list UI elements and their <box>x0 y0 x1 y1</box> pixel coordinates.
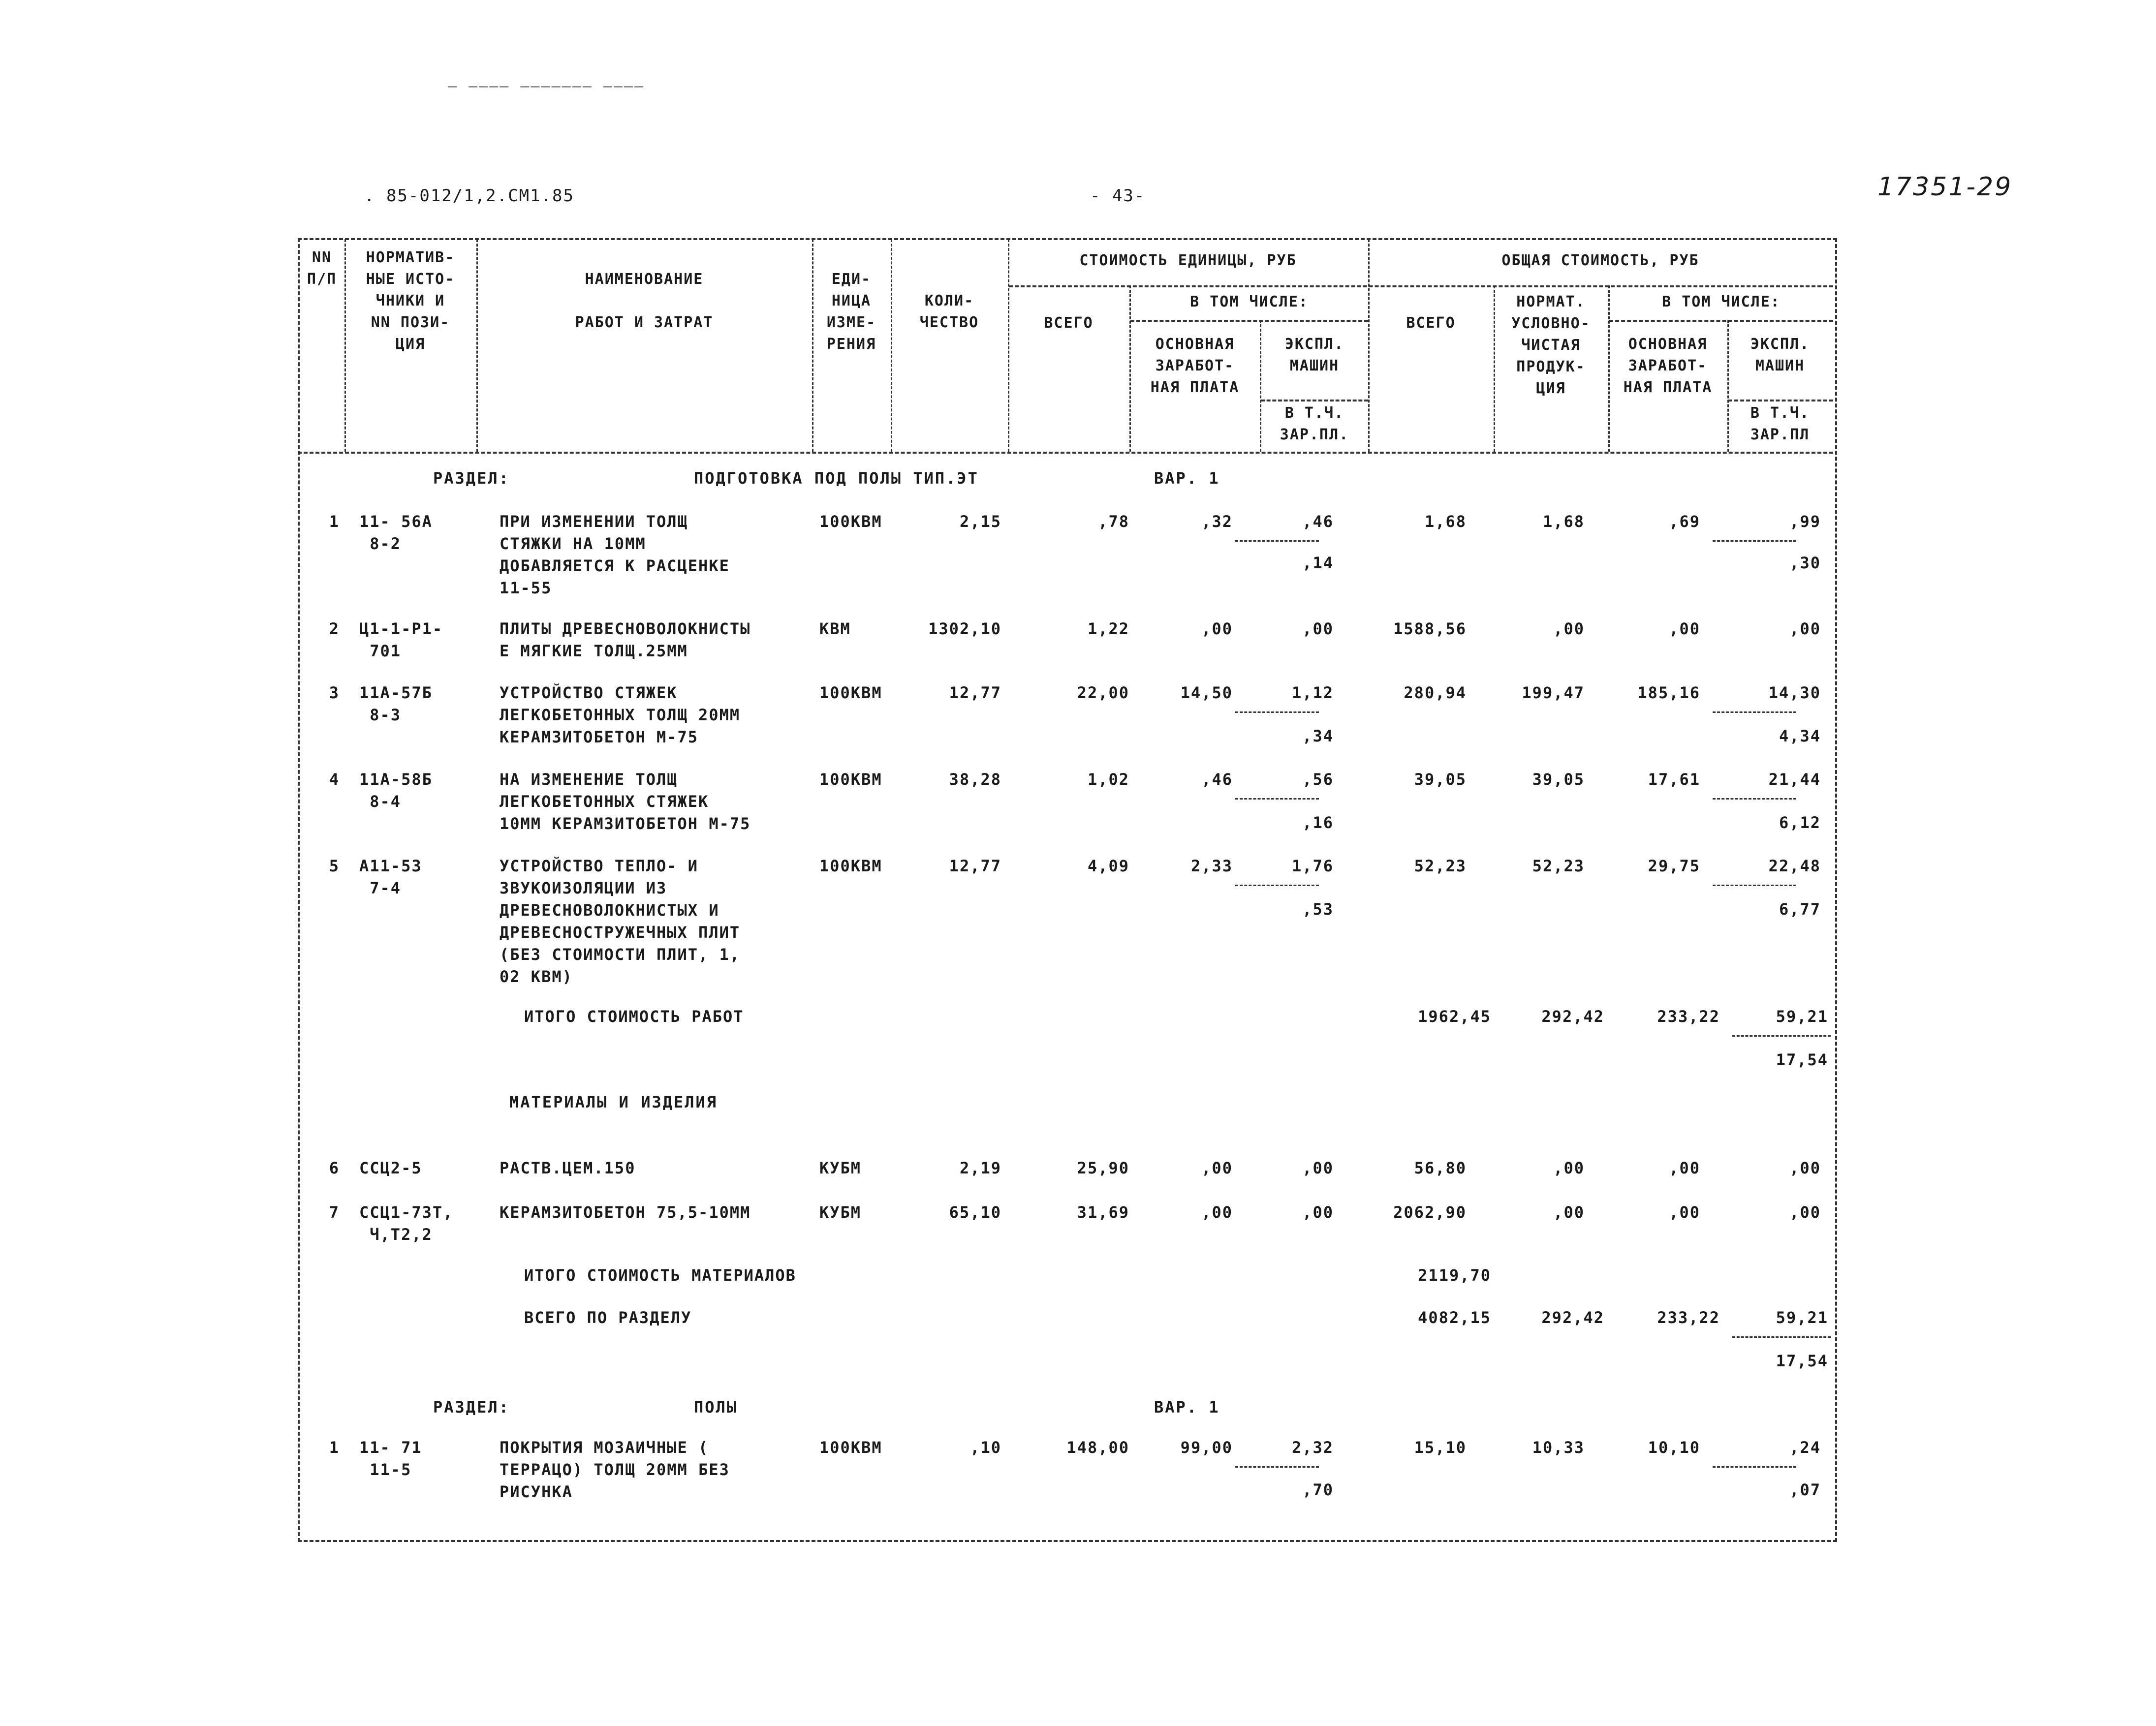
section-label: РАЗДЕЛ: <box>433 469 510 488</box>
row-nn: 5 <box>329 857 340 875</box>
row-total-machines: ,99 <box>1789 512 1821 531</box>
row-unit-total: 1,22 <box>1087 619 1129 638</box>
row-unit-wage: ,46 <box>1201 770 1233 789</box>
row-normative: 39,05 <box>1532 770 1585 789</box>
row-nn: 4 <box>329 770 340 789</box>
row-total-wage: ,00 <box>1669 619 1700 638</box>
header-unit-wage: ОСНОВНАЯ ЗАРАБОТ- НАЯ ПЛАТА <box>1150 336 1240 396</box>
subtotal-dash <box>1713 1466 1796 1468</box>
row-unit-machines: 1,12 <box>1291 683 1334 702</box>
row-normative: 52,23 <box>1532 857 1585 875</box>
row-unit-machines: ,00 <box>1302 619 1334 638</box>
header-normative: НОРМАТИВ- НЫЕ ИСТО- ЧНИКИ И NN ПОЗИ- ЦИЯ <box>366 249 455 353</box>
row-total: 1588,56 <box>1393 619 1467 638</box>
row-code: Ц1-1-Р1- 701 <box>359 619 443 660</box>
row-total: 280,94 <box>1404 683 1467 702</box>
row-total: 1,68 <box>1424 512 1467 531</box>
top-code: — ———— ——————— ———— <box>448 78 645 95</box>
row-total-machines: 22,48 <box>1768 857 1821 875</box>
work-total-normative: 292,42 <box>1541 1007 1604 1026</box>
row-total-wage: ,00 <box>1669 1159 1700 1177</box>
header-total-machines: ЭКСПЛ. МАШИН <box>1750 336 1810 374</box>
row-unit-total: 1,02 <box>1087 770 1129 789</box>
row-total-wage: ,00 <box>1669 1203 1700 1222</box>
row-unit: 100КВМ <box>819 512 882 531</box>
row-unit-machines: ,00 <box>1302 1159 1334 1177</box>
subtotal-dash <box>1713 885 1796 886</box>
row-total: 56,80 <box>1414 1159 1467 1177</box>
row-unit-wage: 99,00 <box>1180 1438 1233 1457</box>
header-quantity: КОЛИ- ЧЕСТВО <box>919 292 979 331</box>
row-total-machines-wage: 6,12 <box>1779 813 1821 832</box>
row-unit-total: 31,69 <box>1077 1203 1129 1222</box>
section-title: ПОЛЫ <box>694 1398 738 1417</box>
section-label: РАЗДЕЛ: <box>433 1398 510 1417</box>
row-total-machines: ,00 <box>1789 1203 1821 1222</box>
header-total-cost: ОБЩАЯ СТОИМОСТЬ, РУБ <box>1501 252 1699 269</box>
row-name: УСТРОЙСТВО СТЯЖЕК ЛЕГКОБЕТОННЫХ ТОЛЩ 20ММ КЕРАМЗИТОБЕТОН М-75 <box>500 683 741 746</box>
row-unit-machines: 1,76 <box>1291 857 1334 875</box>
header-unit-cost: СТОИМОСТЬ ЕДИНИЦЫ, РУБ <box>1079 252 1297 269</box>
row-code: ССЦ1-73Т, Ч,Т2,2 <box>359 1203 454 1244</box>
row-code: 11- 56А 8-2 <box>359 512 433 553</box>
subtotal-dash <box>1732 1336 1831 1338</box>
subtotal-dash <box>1235 711 1319 713</box>
row-normative: ,00 <box>1553 1203 1585 1222</box>
row-total-machines: 21,44 <box>1768 770 1821 789</box>
row-total: 52,23 <box>1414 857 1467 875</box>
section-total-machines: 59,21 <box>1776 1308 1828 1327</box>
header-unit-total: ВСЕГО <box>1044 314 1094 332</box>
header-bottom-rule <box>298 452 1833 454</box>
row-total: 39,05 <box>1414 770 1467 789</box>
row-name: РАСТВ.ЦЕМ.150 <box>500 1159 636 1177</box>
row-code: 11А-57Б 8-3 <box>359 683 433 724</box>
materials-total-sum: 2119,70 <box>1418 1266 1491 1285</box>
section-total-normative: 292,42 <box>1541 1308 1604 1327</box>
row-unit: 100КВМ <box>819 857 882 875</box>
row-name: УСТРОЙСТВО ТЕПЛО- И ЗВУКОИЗОЛЯЦИИ ИЗ ДРЕВЕСНОВОЛОКНИСТЫХ И ДРЕВЕСНОСТРУЖЕЧНЫХ ПЛИТ (БЕЗ СТОИМОСТИ ПЛИТ, 1, 02 КВМ) <box>500 857 741 986</box>
section-variant: ВАР. 1 <box>1154 1398 1220 1417</box>
col-rule <box>891 239 892 452</box>
row-unit-total: 22,00 <box>1077 683 1129 702</box>
section-variant: ВАР. 1 <box>1154 469 1220 488</box>
document-code: . 85-012/1,2.СМ1.85 <box>364 186 574 206</box>
group-rule <box>1261 400 1368 401</box>
row-unit-machines-wage: ,34 <box>1302 727 1334 745</box>
row-name: НА ИЗМЕНЕНИЕ ТОЛЩ ЛЕГКОБЕТОННЫХ СТЯЖЕК 10ММ КЕРАМЗИТОБЕТОН М-75 <box>500 770 751 833</box>
subtotal-dash <box>1235 540 1319 542</box>
row-total-machines: ,00 <box>1789 1159 1821 1177</box>
work-total-machines: 59,21 <box>1776 1007 1828 1026</box>
header-name: НАИМЕНОВАНИЕ РАБОТ И ЗАТРАТ <box>575 271 714 331</box>
group-rule <box>1728 400 1833 401</box>
row-unit-wage: ,00 <box>1201 619 1233 638</box>
row-normative: ,00 <box>1553 1159 1585 1177</box>
work-total-wage: 233,22 <box>1657 1007 1720 1026</box>
row-nn: 7 <box>329 1203 340 1222</box>
row-unit-wage: 2,33 <box>1190 857 1233 875</box>
header-total: ВСЕГО <box>1406 314 1456 332</box>
subtotal-dash <box>1732 1035 1831 1037</box>
group-rule <box>1009 285 1833 287</box>
work-total-sum: 1962,45 <box>1418 1007 1491 1026</box>
subtotal-dash <box>1713 540 1796 542</box>
row-nn: 2 <box>329 619 340 638</box>
section-total-sum: 4082,15 <box>1418 1308 1491 1327</box>
row-qty: 1302,10 <box>928 619 1001 638</box>
row-unit-wage: ,32 <box>1201 512 1233 531</box>
section-total-label: ВСЕГО ПО РАЗДЕЛУ <box>524 1308 692 1327</box>
row-nn: 6 <box>329 1159 340 1177</box>
materials-title: МАТЕРИАЛЫ И ИЗДЕЛИЯ <box>509 1093 718 1111</box>
header-total-machines-wage: В Т.Ч. ЗАР.ПЛ <box>1750 404 1810 443</box>
row-qty: 12,77 <box>949 857 1001 875</box>
section-title: ПОДГОТОВКА ПОД ПОЛЫ ТИП.ЭТ <box>694 469 979 488</box>
header-nn: NN П/П <box>307 249 337 288</box>
row-total-machines-wage: ,07 <box>1789 1480 1821 1499</box>
row-code: А11-53 7-4 <box>359 857 422 897</box>
materials-total-label: ИТОГО СТОИМОСТЬ МАТЕРИАЛОВ <box>524 1266 796 1285</box>
row-total-wage: ,69 <box>1669 512 1700 531</box>
row-name: КЕРАМЗИТОБЕТОН 75,5-10ММ <box>500 1203 751 1222</box>
row-unit: 100КВМ <box>819 770 882 789</box>
row-total: 2062,90 <box>1393 1203 1467 1222</box>
row-name: ПЛИТЫ ДРЕВЕСНОВОЛОКНИСТЫ Е МЯГКИЕ ТОЛЩ.25ММ <box>500 619 751 660</box>
row-normative: 10,33 <box>1532 1438 1585 1457</box>
work-total-label: ИТОГО СТОИМОСТЬ РАБОТ <box>524 1007 744 1026</box>
row-normative: 199,47 <box>1522 683 1585 702</box>
row-nn: 1 <box>329 1438 340 1457</box>
row-qty: 65,10 <box>949 1203 1001 1222</box>
row-total-wage: 17,61 <box>1648 770 1700 789</box>
subtotal-dash <box>1713 711 1796 713</box>
row-normative: 1,68 <box>1542 512 1585 531</box>
work-total-machines-wage: 17,54 <box>1776 1050 1828 1069</box>
row-total-machines-wage: 6,77 <box>1779 900 1821 919</box>
row-normative: ,00 <box>1553 619 1585 638</box>
row-unit-total: 25,90 <box>1077 1159 1129 1177</box>
header-total-wage: ОСНОВНАЯ ЗАРАБОТ- НАЯ ПЛАТА <box>1623 336 1713 396</box>
row-unit-machines: ,46 <box>1302 512 1334 531</box>
row-total-machines: ,00 <box>1789 619 1821 638</box>
row-code: 11- 71 11-5 <box>359 1438 422 1479</box>
row-unit-wage: 14,50 <box>1180 683 1233 702</box>
row-name: ПРИ ИЗМЕНЕНИИ ТОЛЩ СТЯЖКИ НА 10ММ ДОБАВЛЯЕТСЯ К РАСЦЕНКЕ 11-55 <box>500 512 730 597</box>
section-total-machines-wage: 17,54 <box>1776 1352 1828 1370</box>
header-unit-machines: ЭКСПЛ. МАШИН <box>1284 336 1344 374</box>
page-number: - 43- <box>1090 186 1146 206</box>
subtotal-dash <box>1235 798 1319 800</box>
row-unit: КУБМ <box>819 1203 862 1222</box>
subtotal-dash <box>1235 885 1319 886</box>
subtotal-dash <box>1235 1466 1319 1468</box>
row-qty: 12,77 <box>949 683 1001 702</box>
row-nn: 1 <box>329 512 340 531</box>
row-unit-machines-wage: ,53 <box>1302 900 1334 919</box>
row-unit-machines-wage: ,16 <box>1302 813 1334 832</box>
row-unit-wage: ,00 <box>1201 1203 1233 1222</box>
row-total-machines: ,24 <box>1789 1438 1821 1457</box>
row-unit: КУБМ <box>819 1159 862 1177</box>
row-unit-wage: ,00 <box>1201 1159 1233 1177</box>
row-unit-machines: ,00 <box>1302 1203 1334 1222</box>
row-total-machines-wage: ,30 <box>1789 554 1821 572</box>
row-unit-total: 4,09 <box>1087 857 1129 875</box>
row-code: 11А-58Б 8-4 <box>359 770 433 811</box>
row-nn: 3 <box>329 683 340 702</box>
row-unit-machines: 2,32 <box>1291 1438 1334 1457</box>
row-unit-total: ,78 <box>1098 512 1129 531</box>
row-total-wage: 10,10 <box>1648 1438 1700 1457</box>
group-rule <box>1609 320 1833 322</box>
row-name: ПОКРЫТИЯ МОЗАИЧНЫЕ ( ТЕРРАЦО) ТОЛЩ 20ММ БЕЗ РИСУНКА <box>500 1438 730 1501</box>
row-unit-total: 148,00 <box>1066 1438 1129 1457</box>
row-total: 15,10 <box>1414 1438 1467 1457</box>
row-unit-machines-wage: ,70 <box>1302 1480 1334 1499</box>
subtotal-dash <box>1713 798 1796 800</box>
row-total-wage: 29,75 <box>1648 857 1700 875</box>
row-qty: 38,28 <box>949 770 1001 789</box>
header-unit-machines-wage: В Т.Ч. ЗАР.ПЛ. <box>1280 404 1349 443</box>
header-unit: ЕДИ- НИЦА ИЗМЕ- РЕНИЯ <box>826 271 876 353</box>
header-unit-incl: В ТОМ ЧИСЛЕ: <box>1190 293 1309 310</box>
row-total-machines-wage: 4,34 <box>1779 727 1821 745</box>
row-total-wage: 185,16 <box>1637 683 1700 702</box>
group-rule <box>1130 320 1368 322</box>
row-unit: 100КВМ <box>819 683 882 702</box>
row-qty: 2,15 <box>959 512 1001 531</box>
row-qty: ,10 <box>970 1438 1001 1457</box>
row-qty: 2,19 <box>959 1159 1001 1177</box>
row-code: ССЦ2-5 <box>359 1159 422 1177</box>
header-normative-product: НОРМАТ. УСЛОВНО- ЧИСТАЯ ПРОДУК- ЦИЯ <box>1511 293 1591 397</box>
row-unit-machines-wage: ,14 <box>1302 554 1334 572</box>
section-total-wage: 233,22 <box>1657 1308 1720 1327</box>
row-total-machines: 14,30 <box>1768 683 1821 702</box>
handwritten-stamp: 17351-29 <box>1877 172 2013 202</box>
row-unit: 100КВМ <box>819 1438 882 1457</box>
header-total-incl: В ТОМ ЧИСЛЕ: <box>1662 293 1781 310</box>
row-unit-machines: ,56 <box>1302 770 1334 789</box>
row-unit: КВМ <box>819 619 851 638</box>
